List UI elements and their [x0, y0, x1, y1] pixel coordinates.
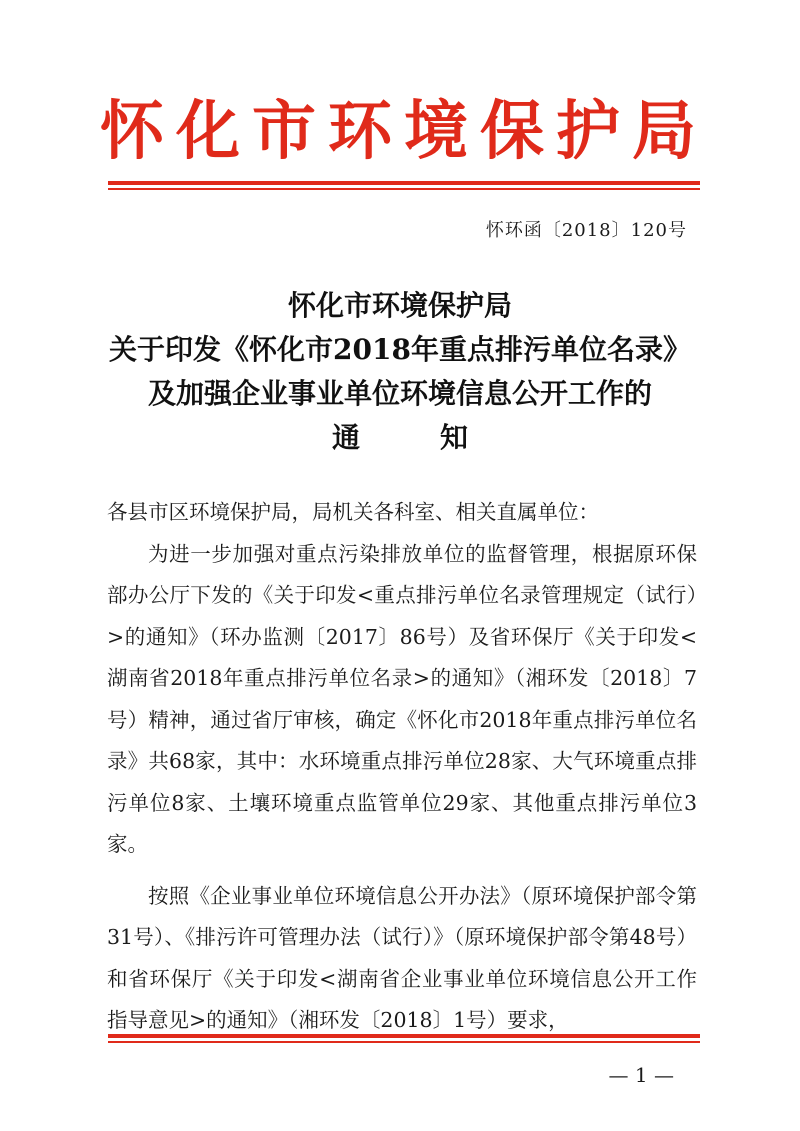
letterhead-rule-thick — [108, 181, 700, 185]
body-paragraph-1: 为进一步加强对重点污染排放单位的监督管理，根据原环保部办公厅下发的《关于印发<重点排污单位名录管理规定（试行）>的通知》（环办监测〔2017〕86号）及省环保厅《关于印发<湖南省2018年重点排污单位名录>的通知》（湘环发〔2018〕7号）精神，通过省厅审核，确定《怀化市2018年重点排污单位名录》共68家，其中：水环境重点排污单位28家、大气环境重点排污单位8家、土壤环境重点监管单位29家、其他重点排污单位3家。 — [107, 541, 697, 856]
document-title — [100, 284, 700, 460]
document-number: 怀环函〔2018〕120号 — [485, 220, 687, 241]
title-line-4: 通 知 — [331, 421, 494, 454]
title-line-1: 怀化市环境保护局 — [287, 289, 512, 322]
document-body — [107, 492, 697, 1042]
salutation: 各县市区环境保护局，局机关各科室、相关直属单位： — [107, 500, 599, 524]
body-paragraph-2: 按照《企业事业单位环境信息公开办法》（原环境保护部令第31号）、《排污许可管理办法（试行）》（原环境保护部令第48号）和省环保厅《关于印发<湖南省企业事业单位环境信息公开工作指导意见>的通知》（湘环发〔2018〕1号）要求， — [107, 883, 697, 1032]
footer-rule-thin — [108, 1041, 700, 1043]
title-line-3: 及加强企业事业单位环境信息公开工作的 — [147, 377, 652, 410]
page-number: — 1 — — [608, 1063, 674, 1087]
letterhead-rule-thin — [108, 188, 700, 190]
title-line-2: 关于印发《怀化市2018年重点排污单位名录》 — [109, 333, 691, 366]
letterhead-issuer: 怀化市环境保护局 — [100, 95, 708, 169]
footer-rule-thick — [108, 1034, 700, 1038]
